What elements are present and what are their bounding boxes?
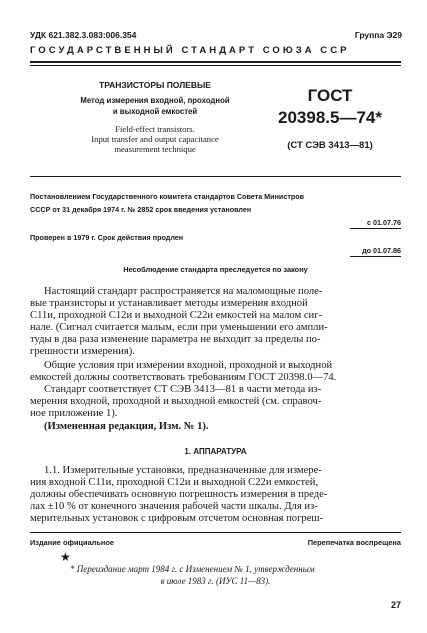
udk-code: УДК 621.382.3.083:006.354	[30, 30, 137, 40]
body-p5-line3: должны обеспечивать основную погрешность измерения в преде-	[30, 489, 328, 500]
body-p2-line1: Общие условия при измерении входной, проходной и выходной	[44, 360, 333, 371]
body-p1-line6: грешности измерения).	[30, 346, 135, 357]
reissue-note-line1: * Переиздание март 1984 г. с Изменением № 1, утвержденным	[70, 564, 315, 574]
english-title-line3: measurement technique	[114, 144, 196, 154]
english-title-line2: Input transfer and output capacitance	[91, 134, 219, 144]
body-p1-line5: туды в два раза изменение параметра не выходит за пределы по-	[30, 334, 321, 345]
extended-date: до 01.07.86	[362, 246, 401, 255]
review-line: Проверен в 1979 г. Срок действия продлен	[30, 233, 184, 242]
legal-warning: Несоблюдение стандарта преследуется по закону	[123, 265, 308, 274]
reissue-note-line2: в июле 1983 г. (ИУС 11—83).	[160, 576, 271, 586]
decree-line1: Постановлением Государственного комитета стандартов Совета Министров	[30, 192, 305, 201]
official-edition: Издание официальное	[30, 538, 115, 547]
state-standard-banner: ГОСУДАРСТВЕННЫЙ СТАНДАРТ СОЮЗА ССР	[30, 45, 350, 56]
document-subtitle-line2: и выходной емкостей	[112, 107, 198, 116]
body-p1-line4: нале. (Сигнал считается малым, если при уменьшении его ампли-	[30, 322, 328, 333]
st-sev-number: (СТ СЭВ 3413—81)	[287, 140, 373, 151]
header-rule	[30, 61, 401, 63]
body-p5-line5: мерительных установок с цифровым отсчетом основная погреш-	[30, 513, 324, 524]
gost-label: ГОСТ	[307, 86, 353, 105]
body-p1-line3: C11и, проходной C12и и выходной C22и емкостей на малом сиг-	[30, 310, 323, 321]
body-p1-line1: Настоящий стандарт распространяется на маломощные поле-	[44, 286, 323, 297]
star-icon: ★	[60, 550, 71, 564]
effective-date-rule	[350, 228, 401, 229]
body-p5-line4: лах ±10 % от конечного значения рабочей части шкалы. Для из-	[30, 501, 318, 512]
reprint-prohibited: Перепечатка воспрещена	[307, 538, 401, 547]
body-p2-line2: емкостей должны соответствовать требованиям ГОСТ 20398.0—74.	[30, 372, 337, 383]
english-title-line1: Field-effect transistors.	[115, 124, 195, 134]
section-title: 1. АППАРАТУРА	[184, 447, 247, 456]
footer-rule	[30, 532, 401, 533]
page-number: 27	[390, 600, 401, 610]
decree-line2: СССР от 31 декабря 1974 г. № 2852 срок введения установлен	[30, 205, 252, 214]
document-subtitle-line1: Метод измерения входной, проходной	[80, 96, 230, 105]
gost-number: 20398.5—74*	[278, 108, 382, 127]
document-title: ТРАНЗИСТОРЫ ПОЛЕВЫЕ	[99, 80, 211, 90]
amendment-note: (Измененная редакция, Изм. № 1).	[44, 421, 209, 432]
header-rule-thin	[30, 65, 401, 66]
group-code: Группа Э29	[354, 30, 402, 40]
body-p3-line2: мерения входной, проходной и выходной емкостей (см. справоч-	[30, 396, 322, 407]
extended-date-rule	[350, 256, 401, 257]
body-p3-line1: Стандарт соответствует СТ СЭВ 3413—81 в части метода из-	[44, 384, 322, 395]
body-p1-line2: вые транзисторы и устанавливает методы измерения входной	[30, 298, 308, 309]
body-p5-line1: 1.1. Измерительные установки, предназначенные для измере-	[44, 465, 322, 476]
body-p3-line3: ное приложение 1).	[30, 408, 118, 419]
title-rule	[30, 176, 401, 177]
effective-date: с 01.07.76	[367, 218, 401, 227]
body-p5-line2: ния входной C11и, проходной C12и и выходной C22и емкостей,	[30, 477, 319, 488]
